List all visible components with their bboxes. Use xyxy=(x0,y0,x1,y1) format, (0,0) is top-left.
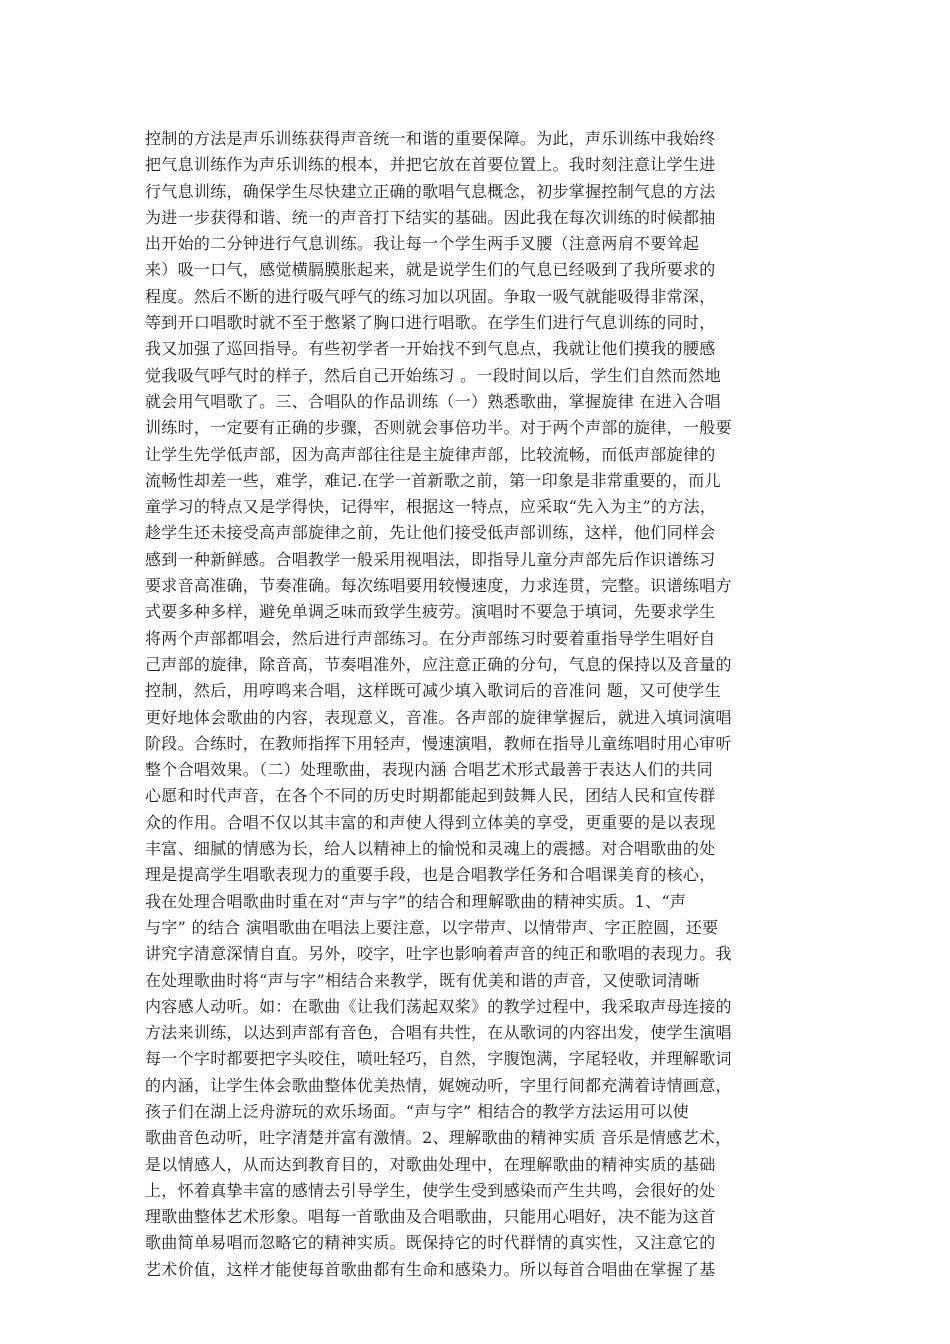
text-line: 歌曲简单易唱而忽略它的精神实质。既保持它的时代群情的真实性，又注意它的 xyxy=(145,1233,716,1253)
text-line: 心愿和时代声音，在各个不同的历史时期都能起到鼓舞人民，团结人民和宣传群 xyxy=(145,786,716,806)
text-line: 程度。然后不断的进行吸气呼气的练习加以巩固。争取一吸气就能吸得非常深， xyxy=(145,286,716,306)
text-line: 理是提高学生唱歌表现力的重要手段，也是合唱教学任务和合唱课美育的核心， xyxy=(145,865,716,885)
text-line: 我在处理合唱歌曲时重在对“声与字”的结合和理解歌曲的精神实质。1、“声 xyxy=(145,891,687,911)
text-line: 内容感人动听。如：在歌曲《让我们荡起双桨》的教学过程中，我采取声母连接的 xyxy=(145,996,732,1016)
text-line: 趁学生还未接受高声部旋律之前，先让他们接受低声部训练，这样，他们同样会 xyxy=(145,523,716,543)
text-line: 感到一种新鲜感。合唱教学一般采用视唱法，即指导儿童分声部先后作识谱练习 xyxy=(145,549,716,569)
body-text xyxy=(145,126,810,1283)
text-line: 式要多种多样，避免单调乏味而致学生疲劳。演唱时不要急于填词，先要求学生 xyxy=(145,602,716,622)
text-line: 在处理歌曲时将“声与字”相结合来教学，既有优美和谐的声音，又使歌词清晰 xyxy=(145,970,700,990)
text-line: 方法来训练，以达到声部有音色，合唱有共性，在从歌词的内容出发，使学生演唱 xyxy=(145,1023,732,1043)
text-line: 为进一步获得和谐、统一的声音打下结实的基础。因此我在每次训练的时候都抽 xyxy=(145,207,716,227)
text-line: 阶段。合练时，在教师指挥下用轻声，慢速演唱，教师在指导儿童练唱时用心审听 xyxy=(145,733,732,753)
text-line: 更好地体会歌曲的内容，表现意义，音准。各声部的旋律掌握后，就进入填词演唱 xyxy=(145,707,732,727)
text-line: 要求音高准确，节奏准确。每次练唱要用较慢速度，力求连贯，完整。识谱练唱方 xyxy=(145,576,732,596)
text-line: 流畅性却差一些，难学，难记.在学一首新歌之前，第一印象是非常重要的，而儿 xyxy=(145,470,721,490)
text-line: 让学生先学低声部，因为高声部往往是主旋律声部，比较流畅，而低声部旋律的 xyxy=(145,444,716,464)
text-line: 控制，然后，用哼鸣来合唱，这样既可减少填入歌词后的音准问 题，又可使学生 xyxy=(145,681,721,701)
text-line: 每一个字时都要把字头咬住，喷吐轻巧，自然，字腹饱满，字尾轻收，并理解歌词 xyxy=(145,1049,732,1069)
text-line: 孩子们在湖上泛舟游玩的欢乐场面。“声与字” 相结合的教学方法运用可以使 xyxy=(145,1101,689,1121)
text-line: 众的作用。合唱不仅以其丰富的和声使人得到立体美的享受，更重要的是以表现 xyxy=(145,812,716,832)
text-line: 就会用气唱歌了。三、合唱队的作品训练（一）熟悉歌曲，掌握旋律 在进入合唱 xyxy=(145,391,721,411)
text-line: 艺术价值，这样才能使每首歌曲都有生命和感染力。所以每首合唱曲在掌握了基 xyxy=(145,1259,716,1279)
text-line: 的内涵，让学生体会歌曲整体优美热情，娓婉动听，字里行间都充满着诗情画意， xyxy=(145,1075,732,1095)
text-line: 将两个声部都唱会，然后进行声部练习。在分声部练习时要着重指导学生唱好自 xyxy=(145,628,716,648)
text-line: 上，怀着真挚丰富的感情去引导学生，使学生受到感染而产生共鸣，会很好的处 xyxy=(145,1180,716,1200)
text-line: 觉我吸气呼气时的样子，然后自己开始练习 。一段时间以后，学生们自然而然地 xyxy=(145,365,721,385)
text-line: 训练时，一定要有正确的步骤，否则就会事倍功半。对于两个声部的旋律，一般要 xyxy=(145,418,732,438)
text-line: 与字” 的结合 演唱歌曲在唱法上要注意，以字带声、以情带声、字正腔圆，还要 xyxy=(145,917,719,937)
text-line: 整个合唱效果。（二）处理歌曲，表现内涵 合唱艺术形式最善于表达人们的共同 xyxy=(145,760,713,780)
text-line: 出开始的二分钟进行气息训练。我让每一个学生两手叉腰（注意两肩不要耸起 xyxy=(145,234,700,254)
text-line: 理歌曲整体艺术形象。唱每一首歌曲及合唱歌曲，只能用心唱好，决不能为这首 xyxy=(145,1207,716,1227)
text-line: 把气息训练作为声乐训练的根本，并把它放在首要位置上。我时刻注意让学生进 xyxy=(145,155,716,175)
text-line: 歌曲音色动听，吐字清楚并富有激情。2、理解歌曲的精神实质 音乐是情感艺术， xyxy=(145,1128,732,1148)
text-line: 行气息训练，确保学生尽快建立正确的歌唱气息概念，初步掌握控制气息的方法 xyxy=(145,181,716,201)
text-line: 来）吸一口气，感觉横膈膜胀起来，就是说学生们的气息已经吸到了我所要求的 xyxy=(145,260,716,280)
text-line: 己声部的旋律，除音高，节奏唱准外，应注意正确的分句，气息的保持以及音量的 xyxy=(145,654,732,674)
text-line: 童学习的特点又是学得快，记得牢，根据这一特点，应采取“先入为主”的方法， xyxy=(145,497,717,517)
text-line: 我又加强了巡回指导。有些初学者一开始找不到气息点，我就让他们摸我的腰感 xyxy=(145,339,716,359)
text-line: 等到开口唱歌时就不至于憋紧了胸口进行唱歌。在学生们进行气息训练的同时， xyxy=(145,313,716,333)
text-line: 丰富、细腻的情感为长，给人以精神上的愉悦和灵魂上的震撼。对合唱歌曲的处 xyxy=(145,839,716,859)
text-line: 是以情感人，从而达到教育目的，对歌曲处理中，在理解歌曲的精神实质的基础 xyxy=(145,1154,716,1174)
text-line: 控制的方法是声乐训练获得声音统一和谐的重要保障。为此，声乐训练中我始终 xyxy=(145,129,716,148)
text-line: 讲究字清意深情自直。另外，咬字，吐字也影响着声音的纯正和歌唱的表现力。我 xyxy=(145,944,732,964)
